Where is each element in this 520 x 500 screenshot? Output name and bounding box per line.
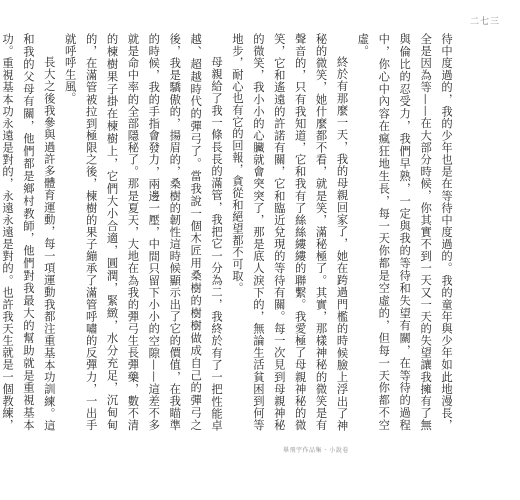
paragraph-1: 待中度過的，我的少年也是在等待中度過的。我的童年與少年如此地漫長，全是因為等——在大部分時候，你其實不到一天又一天的失望讓我擁有了無與倫比的忍受力，我們早熟，一定與我的等待和失望有關，在等待的過程中，你心中內容在瘋狂地生長，每一天你都是空虛的，但每一天你都不空虛。	[356, 33, 453, 431]
footer-colophon: 畢飛宇作品集 · 小說卷	[283, 447, 349, 454]
page-number: 二七三	[470, 17, 501, 27]
paragraph-4: 長大之後我參與過許多體育運動，每一項運動我都注重基本功訓練。這和我的父母有關，他們都是鄉村教師，他們對我最大的幫助就是重視基本功。重視基本功永遠是對的，永遠永遠是對的。也許我天生就是一個教練，	[0, 33, 56, 431]
paragraph-2: 終於有那麼一天，我的母親回家了，她在跨過門檻的時候臉上浮出了神秘的微笑，她什麼都不看，就是笑，滿秘極了。其實，那樣神秘的微笑是有聲音的，只有我知道，它和我有了絲絲縷縷的聯繫。我愛極了母親神秘的微笑，它和遙遠的許諾有關，它和臨近兌現的等待有關。每一次見到母親神秘的微笑，我小小的心臟就會突突了，那是底人淚下的，無論生活貧困到何等地步，耐心也有它的回報，貪從和絕望都不可取。	[230, 33, 349, 431]
vertical-text-block	[0, 33, 456, 431]
paragraph-3: 母親給了我一條長長的滿管，我把它一分為二，我終於有了一把性能卓越、超越時代的彈弓了。當我說一個木匠用桑樹的樹樹做成自己的彈弓之後，我是驕傲的，揚眉的，桑樹的韌性這時候顯示出了它的價值，在我瞄準的時候，我的手指會發力，兩邊一壓，中間只留下小小的空隙——這差不多就是命中率的全部隱秘了。那是夏天，大地在為我的彈弓生長彈藥，數不清的楝樹果子掛在楝樹上，它們大小合適，圓潤，緊緻，水分充足，沉甸甸的，在滿管被拉到極限之後，楝樹的果子繃承了滿管呼嘯的反彈力，一出手就呼呼生風。	[63, 33, 224, 431]
